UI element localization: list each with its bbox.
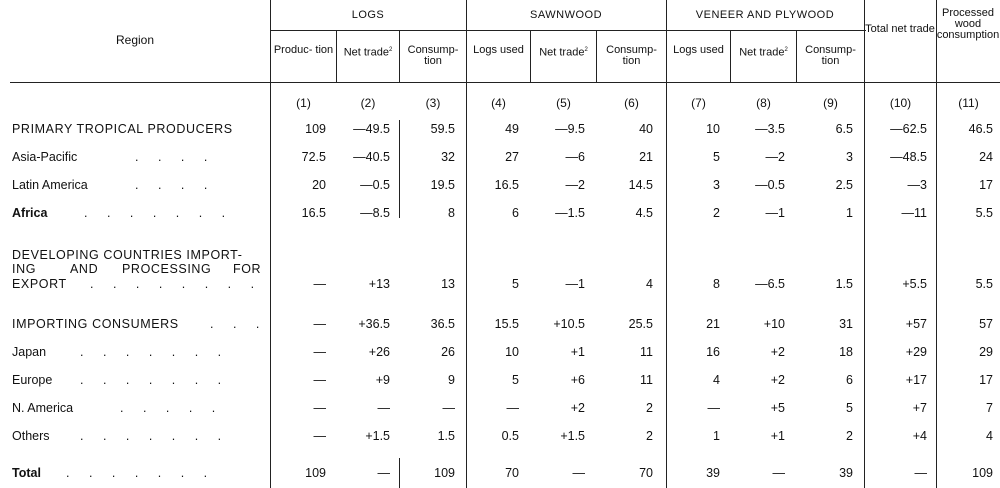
cell-col-1: —	[313, 373, 326, 387]
cell-col-8: +10	[763, 317, 785, 331]
row-leader-dots: . . . . . . .	[80, 429, 230, 443]
cell-col-7: 4	[713, 373, 720, 387]
sub-net-trade-logs: Net trade$^2$	[343, 46, 393, 59]
row-leader-dots: . . . . . . .	[80, 373, 230, 387]
row-leader-dots: . . . . . . .	[66, 466, 216, 480]
cell-col-1: —	[313, 277, 326, 291]
cell-col-10: +4	[912, 429, 927, 443]
rule-h-groups	[270, 30, 866, 31]
cell-col-9: 5	[846, 401, 853, 415]
cell-col-11: 7	[986, 401, 993, 415]
cell-col-1: —	[313, 345, 326, 359]
sub-production: Produc- tion	[273, 44, 334, 56]
cell-col-2: —	[377, 466, 390, 480]
cell-col-8: —6.5	[755, 277, 785, 291]
row-leader-dots: . . . . .	[120, 401, 224, 415]
cell-col-5: —9.5	[555, 122, 585, 136]
column-number: (2)	[360, 96, 376, 110]
cell-col-1: 16.5	[301, 206, 326, 220]
cell-col-6: 70	[639, 466, 653, 480]
cell-col-11: 4	[986, 429, 993, 443]
cell-col-2: +26	[368, 345, 390, 359]
column-number: (4)	[491, 96, 506, 110]
cell-col-9: 2	[846, 429, 853, 443]
cell-col-4: 16.5	[494, 178, 519, 192]
cell-col-8: —1	[765, 206, 785, 220]
cell-col-3: 36.5	[430, 317, 455, 331]
row-leader-dots: . . . .	[135, 150, 216, 164]
cell-col-11: 46.5	[968, 122, 993, 136]
row-label: Japan	[12, 345, 47, 359]
cell-col-1: —	[313, 317, 326, 331]
cell-col-10: —48.5	[890, 150, 927, 164]
cell-col-6: 4.5	[635, 206, 653, 220]
total-net-trade-header: Total net trade	[865, 23, 935, 35]
cell-col-11: 57	[979, 317, 993, 331]
cell-col-4: 70	[505, 466, 519, 480]
cell-col-3: 13	[441, 277, 455, 291]
cell-col-7: 10	[706, 122, 720, 136]
cell-col-9: 18	[839, 345, 853, 359]
cell-col-10: +29	[905, 345, 927, 359]
cell-col-2: +9	[375, 373, 390, 387]
cell-col-8: —3.5	[755, 122, 785, 136]
row-leader-dots: . . .	[210, 317, 268, 331]
cell-col-4: 5	[512, 373, 519, 387]
cell-col-3: 26	[441, 345, 455, 359]
cell-col-3: 8	[448, 206, 455, 220]
rule-v-sawnwood	[666, 0, 667, 488]
cell-col-10: +17	[905, 373, 927, 387]
cell-col-9: 1.5	[835, 277, 853, 291]
cell-col-9: 1	[846, 206, 853, 220]
cell-col-10: +57	[905, 317, 927, 331]
row-leader-dots: . . . . . . . .	[90, 277, 263, 291]
cell-col-9: 6.5	[835, 122, 853, 136]
cell-col-8: —2	[765, 150, 785, 164]
row-leader-dots: . . . .	[135, 178, 216, 192]
cell-col-7: 2	[713, 206, 720, 220]
cell-col-9: 3	[846, 150, 853, 164]
group-sawnwood: SAWNWOOD	[529, 9, 603, 21]
column-number: (1)	[296, 96, 311, 110]
cell-col-9: 39	[839, 466, 853, 480]
cell-col-10: —11	[901, 206, 927, 220]
row-label: Africa	[12, 206, 48, 220]
row-leader-dots: . . . . . . .	[80, 345, 230, 359]
cell-col-6: 2	[646, 401, 653, 415]
cell-col-6: 14.5	[628, 178, 653, 192]
rule-h-header	[10, 82, 1000, 83]
cell-col-8: +5	[770, 401, 785, 415]
cell-col-5: +1	[570, 345, 585, 359]
rule-v-total	[936, 0, 937, 488]
cell-col-11: 5.5	[975, 277, 993, 291]
row-label: Latin America	[12, 178, 88, 192]
cell-col-5: +10.5	[553, 317, 585, 331]
cell-col-4: —	[506, 401, 519, 415]
row-label: Europe	[12, 373, 53, 387]
sub-net-trade-saw: Net trade$^2$	[539, 46, 588, 59]
cell-col-11: 29	[979, 345, 993, 359]
row-label: N. America	[12, 401, 74, 415]
cell-col-7: 8	[713, 277, 720, 291]
cell-col-3: 32	[441, 150, 455, 164]
sub-logs-used-saw: Logs used	[473, 44, 524, 56]
cell-col-5: +2	[570, 401, 585, 415]
cell-col-1: 20	[312, 178, 326, 192]
column-number: (7)	[691, 96, 706, 110]
sub-consumption-logs: Consump- tion	[407, 44, 459, 67]
column-number: (5)	[556, 96, 571, 110]
cell-col-2: —49.5	[353, 122, 390, 136]
cell-col-6: 4	[646, 277, 653, 291]
column-number: (3)	[425, 96, 441, 110]
cell-col-9: 31	[839, 317, 853, 331]
cell-col-7: —	[707, 401, 720, 415]
cell-col-2: —0.5	[360, 178, 390, 192]
cell-col-11: 17	[979, 373, 993, 387]
processed-wood-header: Processed wood consumption	[936, 7, 1000, 41]
rule-v-logs	[466, 0, 467, 488]
cell-col-11: 109	[972, 466, 993, 480]
cell-col-2: +36.5	[358, 317, 390, 331]
cell-col-6: 11	[640, 373, 653, 387]
cell-col-4: 49	[505, 122, 519, 136]
cell-col-5: —6	[565, 150, 585, 164]
cell-col-11: 24	[979, 150, 993, 164]
row-label: Others	[12, 429, 50, 443]
cell-col-3: 59.5	[430, 122, 455, 136]
cell-col-6: 2	[646, 429, 653, 443]
cell-col-3: 109	[434, 466, 455, 480]
cell-col-4: 0.5	[501, 429, 519, 443]
cell-col-2: —	[377, 401, 390, 415]
cell-col-4: 10	[505, 345, 519, 359]
cell-col-9: 6	[846, 373, 853, 387]
cell-col-10: +5.5	[902, 277, 927, 291]
cell-col-4: 6	[512, 206, 519, 220]
column-number: (10)	[889, 96, 912, 110]
cell-col-2: —40.5	[353, 150, 390, 164]
developing-heading-line2b: AND	[70, 262, 99, 276]
cell-col-7: 1	[713, 429, 720, 443]
cell-col-1: 109	[305, 466, 326, 480]
cell-col-10: —3	[907, 178, 927, 192]
developing-heading-line2c: PROCESSING	[122, 262, 212, 276]
cell-col-11: 5.5	[975, 206, 993, 220]
cell-col-2: —8.5	[360, 206, 390, 220]
cell-col-1: 109	[305, 122, 326, 136]
group-logs: LOGS	[351, 9, 385, 21]
cell-col-1: 72.5	[301, 150, 326, 164]
row-label: Asia-Pacific	[12, 150, 78, 164]
cell-col-10: —62.5	[890, 122, 927, 136]
row-label: EXPORT	[12, 277, 67, 291]
sub-consumption-saw: Consump- tion	[606, 44, 657, 67]
cell-col-11: 17	[979, 178, 993, 192]
cell-col-5: +6	[570, 373, 585, 387]
cell-col-3: 19.5	[430, 178, 455, 192]
cell-col-7: 5	[713, 150, 720, 164]
region-header: Region	[115, 33, 155, 47]
cell-col-5: —1.5	[555, 206, 585, 220]
group-veneer: VENEER AND PLYWOOD	[695, 9, 835, 21]
cell-col-7: 21	[706, 317, 720, 331]
column-number: (8)	[756, 96, 771, 110]
cell-col-5: —2	[565, 178, 585, 192]
row-label: Total	[12, 466, 41, 480]
cell-col-6: 11	[640, 345, 653, 359]
cell-col-7: 16	[706, 345, 720, 359]
cell-col-8: +1	[770, 429, 785, 443]
cell-col-5: —1	[565, 277, 585, 291]
column-number: (6)	[624, 96, 639, 110]
row-label: PRIMARY TROPICAL PRODUCERS	[12, 122, 233, 136]
cell-col-10: +7	[912, 401, 927, 415]
row-label: IMPORTING CONSUMERS	[12, 317, 179, 331]
developing-heading-line2d: FOR	[233, 262, 262, 276]
sub-consumption-ven: Consump- tion	[805, 44, 856, 67]
cell-col-1: —	[313, 429, 326, 443]
cell-col-2: +1.5	[365, 429, 390, 443]
cell-col-7: 3	[713, 178, 720, 192]
cell-col-8: —0.5	[755, 178, 785, 192]
column-number: (9)	[823, 96, 838, 110]
cell-col-4: 27	[505, 150, 519, 164]
sub-logs-used-ven: Logs used	[673, 44, 724, 56]
column-number: (11)	[958, 96, 979, 110]
row-leader-dots: . . . . . . .	[84, 206, 234, 220]
cell-col-8: —	[772, 466, 785, 480]
cell-col-6: 40	[639, 122, 653, 136]
cell-col-8: +2	[770, 345, 785, 359]
cell-col-5: +1.5	[560, 429, 585, 443]
cell-col-6: 21	[639, 150, 653, 164]
cell-col-3: 9	[448, 373, 455, 387]
rule-v-region	[270, 0, 271, 488]
cell-col-9: 2.5	[835, 178, 853, 192]
cell-col-10: —	[914, 466, 927, 480]
cell-col-7: 39	[706, 466, 720, 480]
cell-col-8: +2	[770, 373, 785, 387]
rule-v-veneer	[864, 0, 865, 488]
cell-col-2: +13	[368, 277, 390, 291]
cell-col-4: 5	[512, 277, 519, 291]
developing-heading-line1: DEVELOPING COUNTRIES IMPORT-	[12, 248, 243, 262]
cell-col-4: 15.5	[494, 317, 519, 331]
cell-col-5: —	[572, 466, 585, 480]
sub-net-trade-ven: Net trade$^2$	[739, 46, 788, 59]
cell-col-6: 25.5	[628, 317, 653, 331]
cell-col-1: —	[313, 401, 326, 415]
developing-heading-line2a: ING	[12, 262, 37, 276]
cell-col-3: 1.5	[437, 429, 455, 443]
cell-col-3: —	[442, 401, 455, 415]
